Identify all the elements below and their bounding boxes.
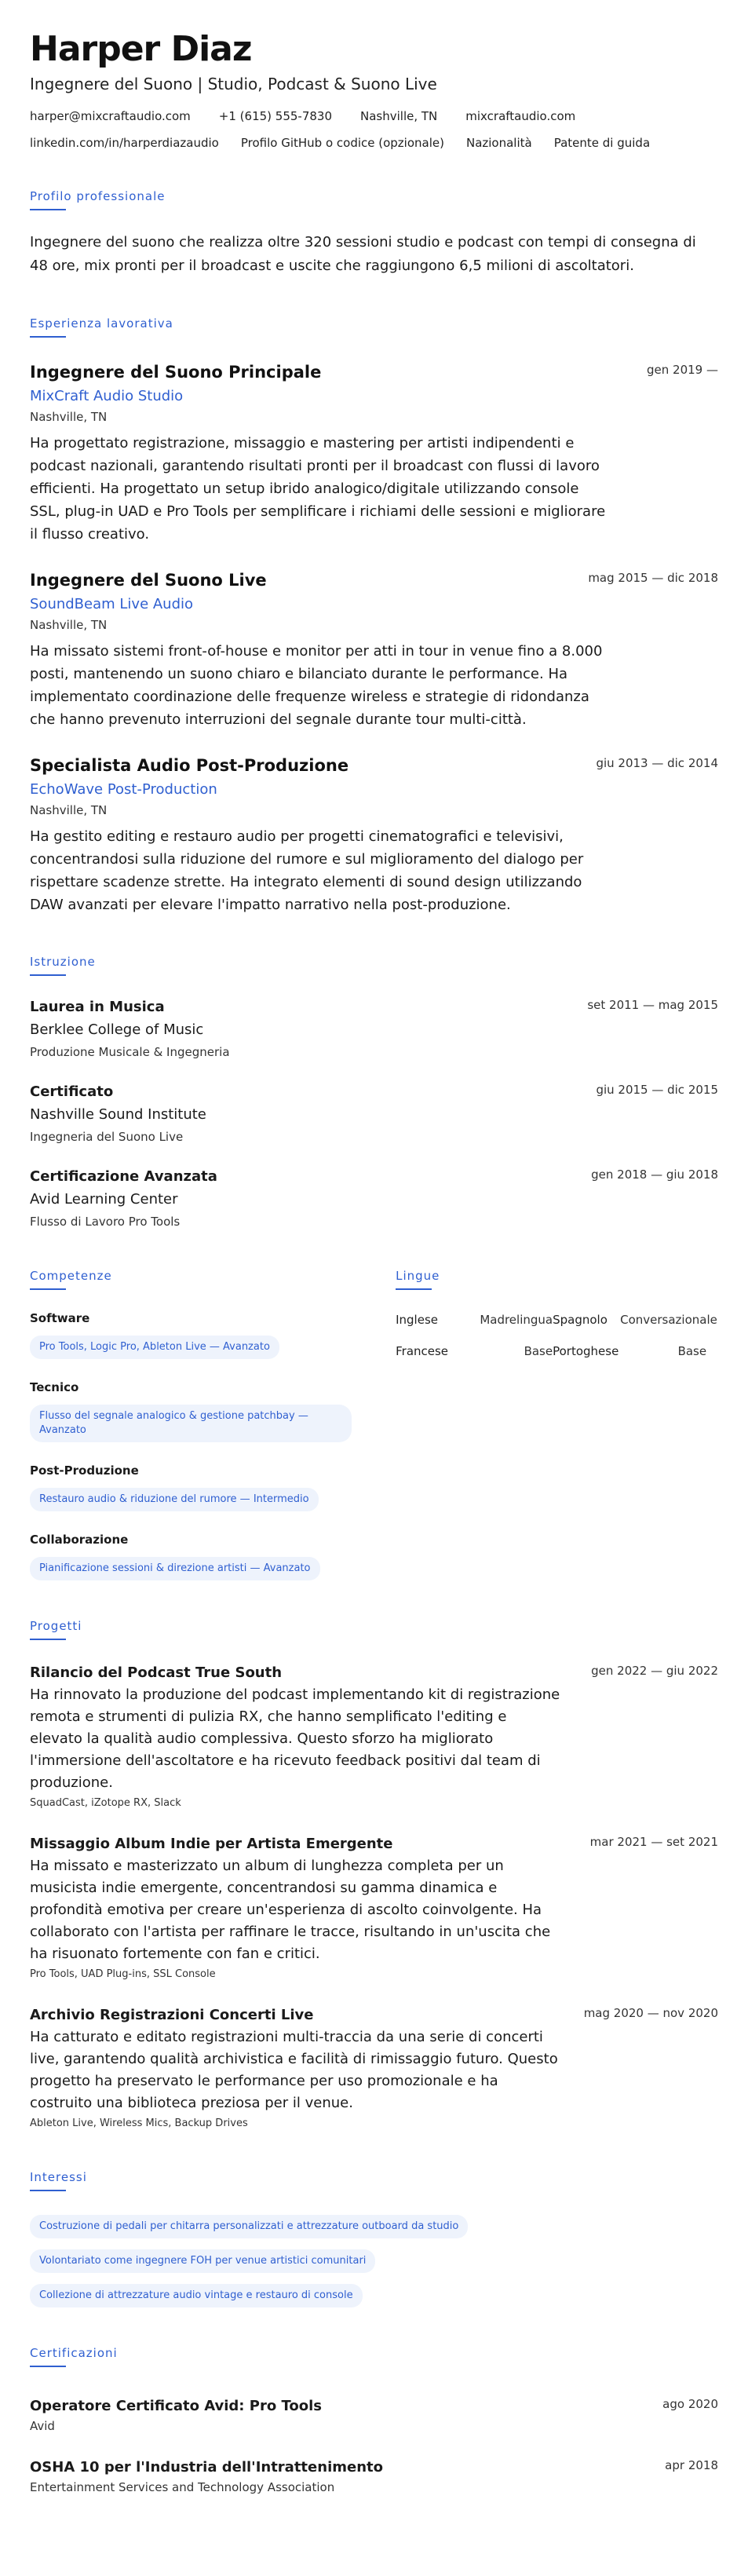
skill-group: [30, 1310, 380, 1359]
language-level: Base: [677, 1344, 707, 1358]
certification-date: apr 2018: [665, 2458, 718, 2472]
job-title: Ingegnere del Suono Live: [30, 571, 267, 590]
project-date: mar 2021 — set 2021: [589, 1835, 718, 1849]
project-entry: [30, 1835, 718, 1982]
education-field: Flusso di Lavoro Pro Tools: [30, 1215, 181, 1229]
language-name: Portoghese: [553, 1344, 619, 1358]
job-company[interactable]: MixCraft Audio Studio: [30, 388, 184, 404]
education-entry: [30, 998, 718, 1061]
section-title: Profilo professionale: [30, 189, 166, 203]
language-level: Base: [524, 1344, 553, 1358]
skill-group: [30, 1379, 380, 1442]
contact-email[interactable]: harper@mixcraftaudio.com: [30, 109, 191, 123]
education-date: set 2011 — mag 2015: [587, 998, 718, 1012]
candidate-headline: Ingegnere del Suono | Studio, Podcast & Suono Live: [30, 75, 437, 93]
contact-website[interactable]: mixcraftaudio.com: [465, 109, 576, 123]
contact-phone[interactable]: +1 (615) 555-7830: [218, 109, 332, 123]
language-level: Madrelingua: [480, 1313, 553, 1327]
section-title: Certificazioni: [30, 2346, 118, 2360]
project-title: Missaggio Album Indie per Artista Emergente: [30, 1836, 393, 1852]
project-entry: [30, 2006, 718, 2132]
education-entry: [30, 1083, 718, 1145]
language-name: Francese: [396, 1344, 449, 1358]
project-tools: SquadCast, iZotope RX, Slack: [30, 1797, 181, 1809]
section-divider: [30, 336, 66, 338]
interest-tag: Volontariato come ingegnere FOH per venue artistici comunitari: [30, 2249, 375, 2273]
job-description: Ha progettato registrazione, missaggio e mastering per artisti indipendenti e podcast nazionali, garantendo risultati pronti per il broadcast con flussi di lavoro efficienti. Ha progettato un setup ibrido analogico/digitale utilizzando console SSL, plug-in UAD e Pro Tools per semplificare i richiami delle sessioni e migliorare il flusso creativo.: [30, 435, 606, 543]
section-divider: [30, 1288, 66, 1290]
interests-section: [30, 2169, 718, 2307]
education-entry: [30, 1167, 718, 1230]
section-divider: [30, 2366, 66, 2367]
certification-title: OSHA 10 per l'Industria dell'Intrattenimento: [30, 2459, 383, 2476]
project-date: mag 2020 — nov 2020: [583, 2006, 718, 2020]
education-date: giu 2015 — dic 2015: [596, 1083, 718, 1097]
interest-tag: Costruzione di pedali per chitarra personalizzati e attrezzature outboard da studio: [30, 2215, 468, 2238]
contact-github[interactable]: Profilo GitHub o codice (opzionale): [240, 136, 444, 150]
skill-category: Software: [30, 1311, 90, 1325]
certification-issuer: Avid: [30, 2419, 55, 2433]
section-title: Interessi: [30, 2170, 87, 2184]
profile-section: [30, 188, 718, 278]
education-school: Nashville Sound Institute: [30, 1106, 206, 1123]
skill-category: Collaborazione: [30, 1533, 129, 1547]
skill-group: [30, 1463, 380, 1511]
language-name: Spagnolo: [553, 1313, 608, 1327]
project-title: Rilancio del Podcast True South: [30, 1664, 283, 1681]
certification-issuer: Entertainment Services and Technology Association: [30, 2480, 335, 2494]
job-date: giu 2013 — dic 2014: [596, 756, 718, 770]
contact-location: Nashville, TN: [360, 109, 438, 123]
education-field: Ingegneria del Suono Live: [30, 1130, 184, 1144]
contact-nationality: Nazionalità: [465, 136, 532, 150]
skills-languages-row: [30, 1268, 718, 1580]
candidate-name: Harper Diaz: [30, 29, 252, 69]
job-company[interactable]: SoundBeam Live Audio: [30, 596, 194, 612]
job-date: mag 2015 — dic 2018: [588, 571, 718, 585]
education-school: Berklee College of Music: [30, 1021, 204, 1038]
section-divider: [396, 1288, 432, 1290]
contact-row-secondary: [30, 135, 718, 151]
project-tools: Pro Tools, UAD Plug-ins, SSL Console: [30, 1968, 216, 1980]
education-degree: Laurea in Musica: [30, 999, 165, 1015]
job-location: Nashville, TN: [30, 618, 108, 632]
project-title: Archivio Registrazioni Concerti Live: [30, 2007, 314, 2023]
section-title: Competenze: [30, 1269, 112, 1283]
certification-title: Operatore Certificato Avid: Pro Tools: [30, 2398, 322, 2414]
profile-summary: Ingegnere del suono che realizza oltre 320 sessioni studio e podcast con tempi di consegna di 48 ore, mix pronti per il broadcast e uscite che raggiungono 6,5 milioni di ascoltatori.: [30, 234, 696, 274]
education-degree: Certificato: [30, 1083, 114, 1100]
certification-date: ago 2020: [662, 2397, 718, 2411]
skill-tag: Pianificazione sessioni & direzione artisti — Avanzato: [30, 1557, 320, 1580]
language-name: Inglese: [396, 1313, 439, 1327]
contact-driving-license: Patente di guida: [553, 136, 651, 150]
contact-linkedin[interactable]: linkedin.com/in/harperdiazaudio: [30, 136, 219, 150]
languages-section: [396, 1268, 718, 1580]
section-title: Istruzione: [30, 955, 96, 969]
project-date: gen 2022 — giu 2022: [591, 1664, 718, 1678]
job-entry: [30, 361, 718, 546]
skill-category: Post-Produzione: [30, 1463, 139, 1478]
project-description: Ha catturato e editato registrazioni multi-traccia da una serie di concerti live, garantendo qualità archivistica e facilità di rimissaggio futuro. Questo progetto ha preservato le performance per uso promozionale e ha costruito una biblioteca preziosa per il venue.: [30, 2029, 558, 2111]
section-divider: [30, 2190, 66, 2191]
language-level: Conversazionale: [620, 1313, 717, 1327]
education-date: gen 2018 — giu 2018: [591, 1167, 718, 1182]
project-description: Ha rinnovato la produzione del podcast implementando kit di registrazione remota e strumenti di pulizia RX, che hanno semplificato l'editing e elevato la qualità audio complessiva. Questo sforzo ha migliorato l'immersione dell'ascoltatore e ha ricevuto feedback positivi dal team di produzione.: [30, 1686, 560, 1791]
job-date: gen 2019 —: [647, 363, 718, 377]
education-field: Produzione Musicale & Ingegneria: [30, 1045, 230, 1059]
skill-category: Tecnico: [30, 1380, 79, 1394]
skills-section: [30, 1268, 380, 1580]
interest-tag: Collezione di attrezzature audio vintage e restauro di console: [30, 2284, 363, 2307]
section-title: Esperienza lavorativa: [30, 316, 173, 331]
job-company[interactable]: EchoWave Post-Production: [30, 781, 217, 798]
job-entry: [30, 755, 718, 916]
job-location: Nashville, TN: [30, 410, 108, 424]
section-divider: [30, 1639, 66, 1640]
job-description: Ha gestito editing e restauro audio per progetti cinematografici e televisivi, concentrandosi sulla riduzione del rumore e sul miglioramento del dialogo per rispettare scadenze strette. Ha integrato elementi di sound design utilizzando DAW avanzati per elevare l'impatto narrativo nella post-produzione.: [30, 828, 584, 913]
project-entry: [30, 1664, 718, 1811]
certification-entry: [30, 2397, 718, 2435]
job-description: Ha missato sistemi front-of-house e monitor per atti in tour in venue fino a 8.000 posti, mantenendo un suono chiaro e bilanciato durante le performance. Ha implementato coordinazione delle frequenze wireless e strategie di ridondanza che hanno prevenuto interruzioni del segnale durante tour multi-città.: [30, 643, 603, 728]
certification-entry: [30, 2458, 718, 2496]
section-title: Progetti: [30, 1619, 82, 1633]
skill-group: [30, 1532, 380, 1580]
job-location: Nashville, TN: [30, 803, 108, 817]
education-degree: Certificazione Avanzata: [30, 1168, 217, 1185]
experience-section: [30, 316, 718, 916]
section-divider: [30, 209, 66, 210]
interests-list: [30, 2215, 718, 2307]
project-tools: Ableton Live, Wireless Mics, Backup Drives: [30, 2117, 248, 2129]
section-title: Lingue: [396, 1269, 440, 1283]
section-divider: [30, 974, 66, 976]
certifications-section: [30, 2345, 718, 2496]
education-school: Avid Learning Center: [30, 1191, 178, 1208]
skill-tag: Restauro audio & riduzione del rumore — Intermedio: [30, 1488, 319, 1511]
job-title: Ingegnere del Suono Principale: [30, 363, 322, 382]
contact-row-primary: [30, 108, 718, 124]
job-title: Specialista Audio Post-Produzione: [30, 756, 349, 775]
projects-section: [30, 1618, 718, 2132]
skill-tag: Flusso del segnale analogico & gestione patchbay — Avanzato: [30, 1405, 352, 1442]
resume-header: [30, 30, 718, 151]
skill-tag: Pro Tools, Logic Pro, Ableton Live — Avanzato: [30, 1336, 279, 1359]
project-description: Ha missato e masterizzato un album di lunghezza completa per un musicista indie emergente, concentrandosi su gamma dinamica e profondità emotiva per creare un'esperienza di ascolto coinvolgente. Ha collaborato con l'artista per raffinare le tracce, risultando in un'uscita che ha risuonato fortemente con fan e critici.: [30, 1858, 551, 1962]
education-section: [30, 954, 718, 1230]
job-entry: [30, 569, 718, 731]
languages-grid: [396, 1312, 718, 1359]
